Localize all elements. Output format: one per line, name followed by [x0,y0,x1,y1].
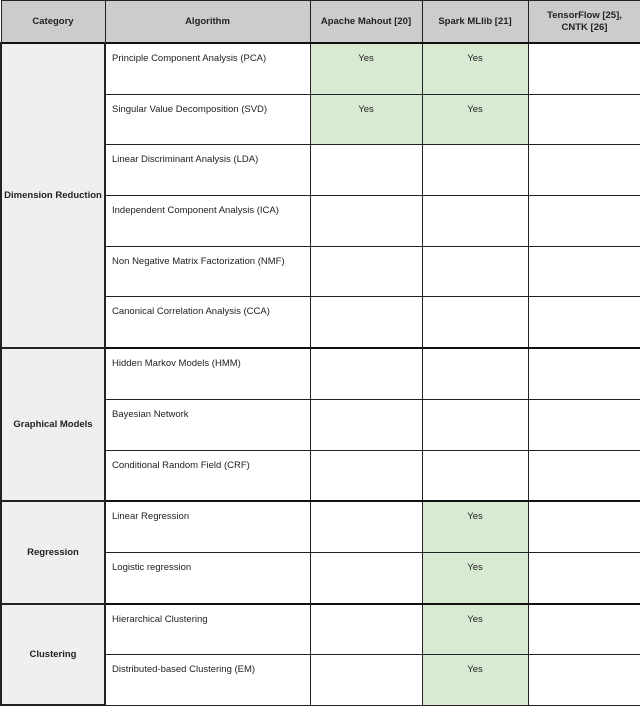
algorithm-cell: Independent Component Analysis (ICA) [105,196,310,247]
tensorflow-cell [528,145,640,196]
tensorflow-cell [528,246,640,297]
header-algorithm: Algorithm [105,1,310,44]
algorithm-cell: Linear Regression [105,501,310,552]
spark-cell [422,145,528,196]
tensorflow-cell [528,348,640,399]
mahout-cell: Yes [310,43,422,94]
mahout-cell [310,604,422,655]
mahout-cell [310,348,422,399]
tensorflow-cell [528,196,640,247]
tensorflow-cell [528,297,640,348]
algorithm-cell: Distributed-based Clustering (EM) [105,655,310,706]
tensorflow-cell [528,43,640,94]
algorithm-cell: Conditional Random Field (CRF) [105,450,310,501]
algorithm-cell: Bayesian Network [105,399,310,450]
header-row [1,1,640,44]
tensorflow-cell [528,604,640,655]
algorithm-cell: Hierarchical Clustering [105,604,310,655]
spark-cell: Yes [422,604,528,655]
mahout-cell [310,297,422,348]
algorithm-cell: Singular Value Decomposition (SVD) [105,94,310,145]
mahout-cell [310,399,422,450]
category-cell: Graphical Models [1,348,105,501]
table-row [1,501,640,552]
category-cell: Dimension Reduction [1,43,105,348]
tensorflow-cell [528,450,640,501]
table-row [1,348,640,399]
mahout-cell [310,552,422,603]
spark-cell: Yes [422,94,528,145]
spark-cell: Yes [422,43,528,94]
tensorflow-cell [528,94,640,145]
spark-cell [422,297,528,348]
header-category: Category [1,1,105,44]
algorithm-cell: Non Negative Matrix Factorization (NMF) [105,246,310,297]
spark-cell: Yes [422,501,528,552]
spark-cell [422,399,528,450]
algorithm-cell: Linear Discriminant Analysis (LDA) [105,145,310,196]
category-cell: Clustering [1,604,105,706]
header-mahout: Apache Mahout [20] [310,1,422,44]
tensorflow-cell [528,399,640,450]
mahout-cell [310,655,422,706]
mahout-cell: Yes [310,94,422,145]
spark-cell [422,450,528,501]
mahout-cell [310,196,422,247]
tensorflow-cell [528,552,640,603]
mahout-cell [310,145,422,196]
spark-cell [422,348,528,399]
algorithm-cell: Canonical Correlation Analysis (CCA) [105,297,310,348]
algorithm-cell: Principle Component Analysis (PCA) [105,43,310,94]
tensorflow-cell [528,501,640,552]
mahout-cell [310,450,422,501]
spark-cell: Yes [422,655,528,706]
category-cell: Regression [1,501,105,603]
mahout-cell [310,501,422,552]
algorithm-cell: Hidden Markov Models (HMM) [105,348,310,399]
tensorflow-cell [528,655,640,706]
table-row [1,43,640,94]
table-row [1,604,640,655]
spark-cell [422,196,528,247]
algorithm-cell: Logistic regression [105,552,310,603]
header-spark: Spark MLlib [21] [422,1,528,44]
header-tensorflow: TensorFlow [25], CNTK [26] [528,1,640,44]
spark-cell: Yes [422,552,528,603]
table-body [1,43,640,705]
spark-cell [422,246,528,297]
mahout-cell [310,246,422,297]
